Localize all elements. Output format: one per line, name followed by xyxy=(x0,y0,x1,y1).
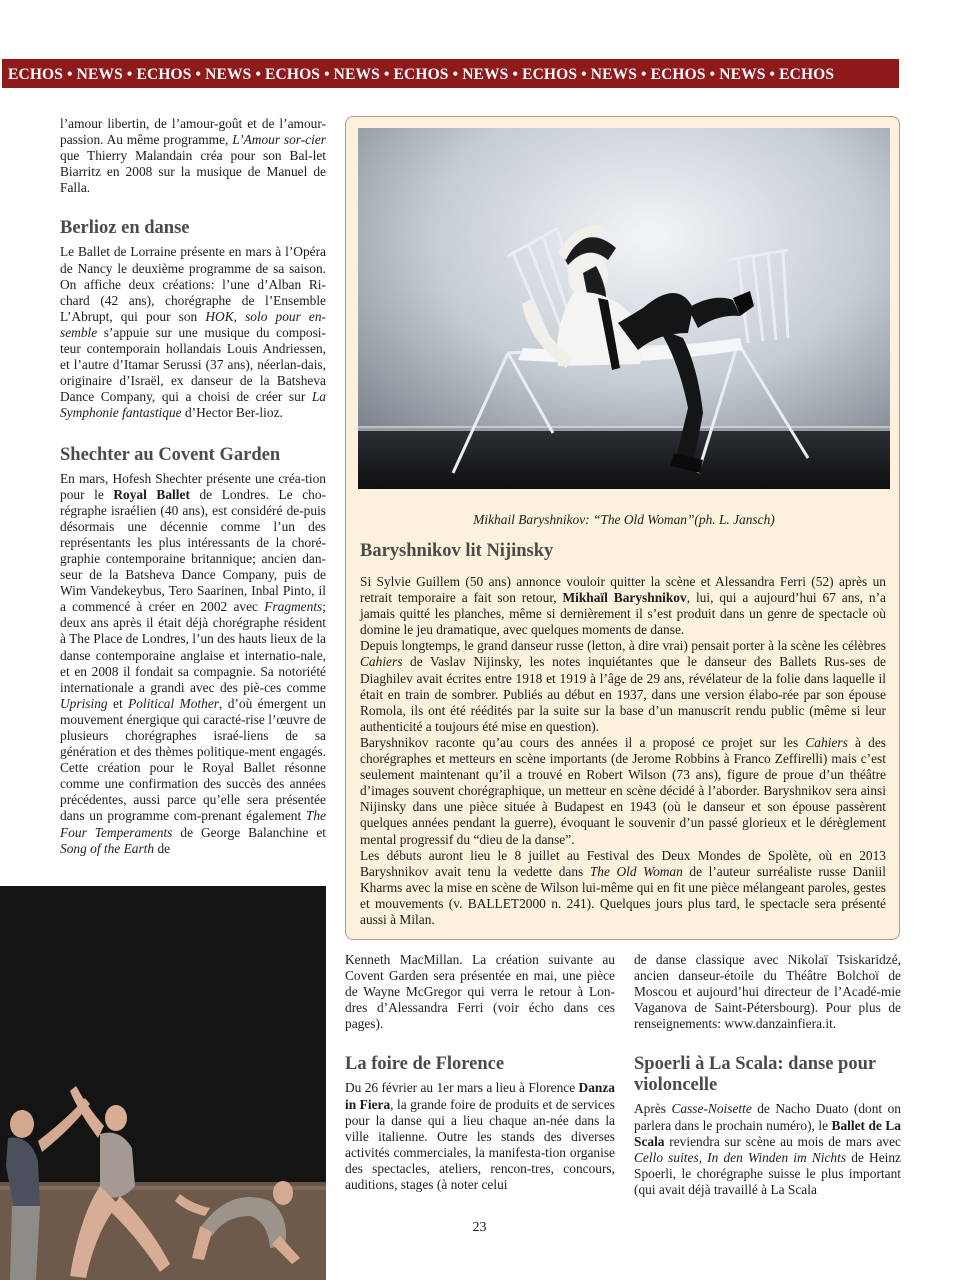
intro-paragraph: l’amour libertin, de l’amour-goût et de l’amour-passion. Au même programme, L’Amour sor-cier que Thierry Malandain créa pour son Bal-let Biarritz en 2008 sur la musique de Manuel de Falla. xyxy=(60,116,326,196)
feature-paragraph-1: Si Sylvie Guillem (50 ans) annonce vouloir quitter la scène et Alessandra Ferri (52) après un retrait temporaire a fait son retour, Mikhaïl Baryshnikov, lui, qui a aujourd’hui 67 ans, n’a jamais quitté les planches, même si dernièrement il s’est produit dans un genre de spectacle où domine le jeu dramatique, avec quelques moments de danse. xyxy=(360,574,886,638)
page-number: 23 xyxy=(472,1220,487,1235)
right-column xyxy=(634,952,901,1198)
middle-column xyxy=(345,952,615,1193)
feature-paragraph-3: Baryshnikov raconte qu’au cours des années il a proposé ce projet sur les Cahiers à des chorégraphes et metteurs en scène importants (de Jerome Robbins à Franco Zeffirelli) mais c’est seulement maintenant qu’il a trouvé en Robert Wilson (73 ans), figure de proue d’un théâtre d’images souvent chorégraphique, un metteur en scène décidé à l’aborder. Baryshnikov sera ainsi Nijinsky dans une pièce située à Budapest en 1943 (où le danseur et son épouse passèrent quelques années pendant la guerre), évoquant le souvenir d’un passé glorieux et le dérèglement mental progressif du “dieu de la danse”. xyxy=(360,734,886,847)
feature-text xyxy=(360,541,886,928)
feature-paragraph-4: Les débuts auront lieu le 8 juillet au Festival des Deux Mondes de Spolète, où en 2013 Baryshnikov avait tenu la vedette dans The Old Woman de l’auteur surréaliste russe Daniil Kharms avec la mise en scène de Wilson lui-même qui en fit une pièce mélangeant paroles, gestes et mouvements (v. BALLET2000 n. 241). Quelques jours plus tard, le spectacle sera présenté aussi à Milan. xyxy=(360,847,886,927)
spoerli-paragraph: Après Casse-Noisette de Nacho Duato (dont on parlera dans le prochain numéro), le Ballet de La Scala reviendra sur scène au mois de mars avec Cello suites, In den Winden im Nichts de Heinz Spoerli, le chorégraphe suisse le plus important (qui avait déjà travaillé à La Scala xyxy=(634,1101,902,1197)
section-banner: ECHOS • NEWS • ECHOS • NEWS • ECHOS • NEWS • ECHOS • NEWS • ECHOS • NEWS • ECHOS • NEWS • ECHOS xyxy=(2,59,899,88)
shechter-heading: Shechter au Covent Garden xyxy=(60,444,281,465)
shechter-continued: Kenneth MacMillan. La création suivante au Covent Garden sera présentée en mai, une pièce de Wayne McGregor qui verra le retour à Lon-dres d’Alessandra Ferri (voir écho dans ces pages). xyxy=(345,952,615,1032)
berlioz-paragraph: Le Ballet de Lorraine présente en mars à l’Opéra de Nancy le deuxième programme de sa saison. On affiche deux créations: l’une d’Alban Ri-chard (42 ans), chorégraphe de l’Ensemble L’Abrupt, qui pour son HOK, solo pour en-semble s’appuie sur une musique du composi-teur contemporain hollandais Louis Andriessen, et l’autre d’Itamar Serussi (37 ans), néerlan-dais, originaire d’Israël, ex danseur de la Batsheva Dance Company, qui a choisi de créer sur La Symphonie fantastique d’Hector Ber-lioz. xyxy=(60,244,326,421)
baryshnikov-photo xyxy=(358,128,890,489)
florence-paragraph: Du 26 février au 1er mars a lieu à Florence Danza in Fiera, la grande foire de produits et de services pour la danse qui a lieu chaque an-née dans la ville italienne. Outre les stands des diverses activités commerciales, la manifesta-tion organise des spectacles, ateliers, rencon-tres, concours, auditions, stages (à noter celui xyxy=(345,1080,615,1193)
berlioz-heading: Berlioz en danse xyxy=(60,218,190,239)
shechter-paragraph: En mars, Hofesh Shechter présente une créa-tion pour le Royal Ballet de Londres. Le cho-régraphe israélien (40 ans), est considéré de-puis désormais une décennie comme l’un des représentants les plus intéressants de la choré-graphie contemporaine britannique; ancien dan-seur de la Batsheva Dance Company, puis de Wim Vandekeybus, Tero Saarinen, Inbal Pinto, il a commencé à créer en 2002 avec Fragments; deux ans après il était déjà chorégraphe résident à The Place de Londres, l’un des hauts lieux de la danse contemporaine anglaise et internatio-nale, et en 2008 il fondait sa compagnie. Sa notoriété internationale a grandi avec des piè-ces comme Uprising et Political Mother, d’où émergent un mouvement énergique qui caracté-rise l’œuvre de plusieurs chorégraphes israé-liens de sa génération et des thèmes politique-ment engagés. Cette création pour le Royal Ballet résonne comme une confirmation des succès des années précédentes, aussi parce qu’elle sera présentée dans un programme com-prenant également The Four Temperaments de George Balanchine et Song of the Earth de xyxy=(60,470,327,856)
photo-caption: Mikhail Baryshnikov: “The Old Woman”(ph. L. Jansch) xyxy=(473,512,775,527)
left-column xyxy=(60,116,326,857)
florence-continued: de danse classique avec Nikolaï Tsiskaridzé, ancien danseur-étoile du Théâtre Bolchoï de Moscou et aujourd’hui directeur de l’Acadé-mie Vaganova de Saint-Pétersbourg). Pour plus de renseignements: www.danzainfiera.it. xyxy=(634,952,901,1032)
baryshnikov-heading: Baryshnikov lit Nijinsky xyxy=(360,541,554,561)
florence-heading: La foire de Florence xyxy=(345,1054,505,1075)
spoerli-heading: Spoerli à La Scala: danse pour violoncelle xyxy=(634,1054,876,1096)
feature-paragraph-2: Depuis longtemps, le grand danseur russe (letton, à dire vrai) pensait porter à la scène les célèbres Cahiers de Vaslav Nijinsky, les notes inquiétantes que le danseur des Ballets Rus-ses de Diaghilev avait écrites entre 1918 et 1919 à l’âge de 29 ans, révélateur de la folie dans laquelle il était en train de sombrer. Publiés au début en 1937, dans une version élabo-rée par son épouse Romola, ils ont été réédités par la suite sur la base d’un manuscrit rendu public (même si leur authenticité a toujours été mise en question). xyxy=(360,638,886,734)
